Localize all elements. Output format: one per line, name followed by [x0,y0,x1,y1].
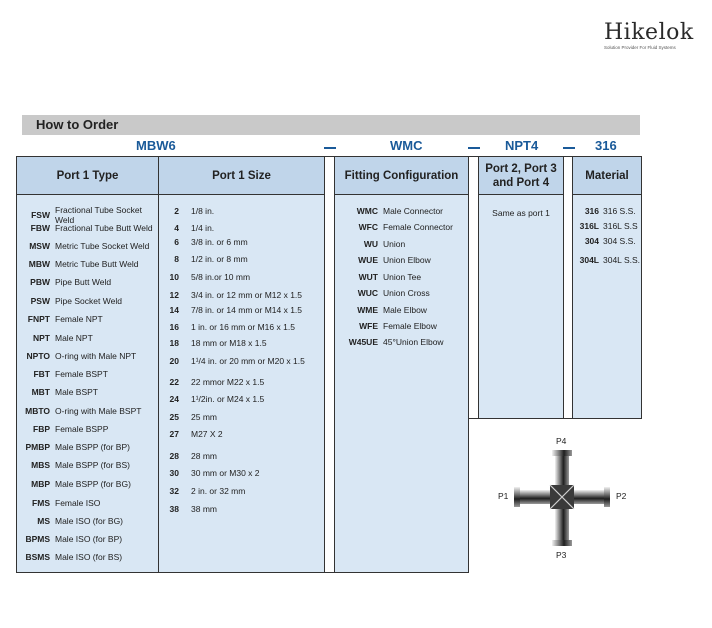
port1-type-code: MS [37,516,50,526]
fitting-config-description [383,207,443,217]
port1-type-description [55,242,149,252]
port1-type-code: MBP [31,479,50,489]
material-description [603,256,640,266]
port1-size-description [191,430,223,440]
port1-type-description [55,480,131,490]
material-code: 304 [584,236,599,246]
port1-size-code: 22 [169,377,179,387]
fitting-config-code: WUC [357,288,378,298]
port1-type-code: NPT [33,333,50,343]
port1-type-description [55,260,138,270]
port1-type-description [55,352,136,362]
fitting-config-description-line: Union Elbow [383,255,431,265]
port-label-p4: P4 [556,436,567,446]
port1-type-code: FMS [32,498,50,508]
material-description-line: 304 S.S. [603,236,636,246]
port1-type-column [16,156,159,573]
fitting-config-header: Fitting Configuration [335,157,468,195]
port234-header-line2: and Port 4 [492,176,550,189]
port1-size-code: 14 [169,305,179,315]
port1-type-description [55,334,93,344]
port1-type-description [55,224,153,234]
port1-type-code: FBW [30,223,50,233]
port1-size-description [191,255,248,265]
material-description [603,207,636,217]
fitting-config-code: WFE [359,321,378,331]
port1-type-code: BSMS [25,552,50,562]
port1-size-code: 25 [169,412,179,422]
port1-size-description-line: 1¹/4 in. or 20 mm or M20 x 1.5 [191,356,305,366]
port1-type-code: MBTO [25,406,50,416]
fitting-config-description [383,289,430,299]
fitting-config-description [383,256,431,266]
port1-type-code: MBW [28,259,50,269]
port1-size-description [191,395,264,405]
port1-size-description [191,306,302,316]
port1-size-description-line: 7/8 in. or 14 mm or M14 x 1.5 [191,305,303,315]
port1-size-description [191,291,302,301]
material-code: 304L [579,255,599,265]
material-code: 316 [584,206,599,216]
order-code-part3: NPT4 [505,138,539,153]
port1-size-code: 30 [169,468,179,478]
port1-size-description-line: 3/8 in. or 6 mm [191,237,248,247]
fitting-config-column [334,156,469,573]
port1-type-description [55,315,103,325]
port1-size-description [191,273,250,283]
logo-tagline: Solution Provider For Fluid Systems [604,45,676,50]
union-cross-diagram [492,432,642,567]
port-label-p2: P2 [616,491,627,501]
port1-size-description-line: 5/8 in.or 10 mm [191,272,251,282]
port1-type-description [55,535,122,545]
port1-type-code: FBT [33,369,50,379]
fitting-config-description [383,338,444,348]
fitting-config-code: WUE [358,255,378,265]
port1-size-header: Port 1 Size [159,157,324,195]
port1-type-code: FNPT [27,314,50,324]
port1-type-description-line: Fractional Tube Socket [55,205,142,215]
port1-type-header: Port 1 Type [17,157,158,195]
port1-size-code: 38 [169,504,179,514]
port1-type-description-line: Pipe Socket Weld [55,296,122,306]
port1-type-description-line: Fractional Tube Butt Weld [55,223,153,233]
material-description [603,237,636,247]
port234-header [479,157,563,195]
fitting-config-description-line: Female Elbow [383,321,437,331]
fitting-config-code: WUT [358,272,378,282]
port234-header-line1: Port 2, Port 3 [485,162,557,175]
fitting-config-description-line: Female Connector [383,222,453,232]
port1-type-code: MBS [31,460,50,470]
port1-size-description-line: 30 mm or M30 x 2 [191,468,260,478]
material-description-line: 316L S.S [603,221,638,231]
port1-size-code: 20 [169,356,179,366]
port1-type-description-line: Male ISO (for BP) [55,534,123,544]
port1-size-description [191,378,264,388]
port1-type-description-line: Male BSPP (for BS) [55,460,130,470]
order-code-dash-2 [468,147,480,149]
port1-size-column [158,156,325,573]
port1-type-description-line: O-ring with Male NPT [55,351,137,361]
port-label-p3: P3 [556,550,567,560]
port1-size-code: 12 [169,290,179,300]
fitting-config-description [383,273,421,283]
port1-type-code: FSW [31,210,50,220]
port1-type-description [55,297,122,307]
fitting-config-code: WU [363,239,378,249]
material-description [603,222,638,232]
port1-size-description-line: 38 mm [191,504,217,514]
port1-type-description-line: Metric Tube Socket Weld [55,241,150,251]
port1-size-description-line: 1/4 in. [191,223,215,233]
port1-type-description-line: Male ISO (for BG) [55,516,124,526]
port1-size-description-line: 2 in. or 32 mm [191,486,246,496]
port1-type-description-line: Weld [55,214,75,225]
port1-size-description [191,452,217,462]
port1-size-description [191,207,214,217]
order-code-dash-1 [324,147,336,149]
port1-size-code: 24 [169,394,179,404]
port1-size-description-line: 1/2 in. or 8 mm [191,254,248,264]
port1-type-code: MBT [31,387,50,397]
port1-type-description-line: O-ring with Male BSPT [55,406,142,416]
fitting-config-description [383,240,405,250]
port1-size-description [191,413,217,423]
port1-size-description-line: M27 X 2 [191,429,223,439]
port1-type-description [55,370,108,380]
port1-size-description-line: 1 in. or 16 mm or M16 x 1.5 [191,322,295,332]
port1-type-description-line: Female BSPP [55,424,109,434]
port1-type-description-line: Male NPT [55,333,93,343]
port1-type-description [55,407,141,417]
order-code-part1: MBW6 [136,138,176,153]
port1-type-description [55,553,122,563]
hikelok-logo [604,22,694,50]
port1-size-description [191,224,214,234]
port234-note: Same as port 1 [492,208,550,218]
port1-type-description-line: Male ISO (for BS) [55,552,123,562]
port1-type-description [55,517,123,527]
fitting-config-code: WME [357,305,378,315]
port1-size-code: 8 [174,254,179,264]
fitting-config-description [383,306,427,316]
port1-type-code: MSW [29,241,50,251]
port1-type-code: NPTO [26,351,50,361]
fitting-config-code: WFC [358,222,378,232]
port1-type-description-line: Pipe Butt Weld [55,277,112,287]
fitting-config-code: WMC [356,206,378,216]
fitting-config-description [383,223,453,233]
port1-size-description [191,339,267,349]
fitting-config-code: W45UE [348,337,378,347]
port1-type-code: PBW [30,277,50,287]
port1-type-description [55,388,98,398]
port234-column [478,156,564,419]
port1-type-description-line: Female NPT [55,314,103,324]
port1-size-description-line: 1¹/2in. or M24 x 1.5 [191,394,265,404]
port1-size-description [191,505,217,515]
order-code-dash-3 [563,147,575,149]
port1-type-description-line: Male BSPT [55,387,98,397]
port1-size-code: 32 [169,486,179,496]
port1-size-code: 10 [169,272,179,282]
port1-type-description [55,461,130,471]
port1-size-description [191,487,245,497]
port-label-p1: P1 [498,491,509,501]
port1-size-description-line: 3/4 in. or 12 mm or M12 x 1.5 [191,290,303,300]
port1-size-code: 16 [169,322,179,332]
port1-size-description [191,469,260,479]
material-column [572,156,642,419]
port1-type-code: PMBP [25,442,50,452]
port1-size-description-line: 25 mm [191,412,217,422]
material-description-line: 304L S.S. [603,255,641,265]
port1-type-description-line: Male BSPP (for BG) [55,479,131,489]
port1-type-code: BPMS [25,534,50,544]
port1-size-description [191,357,305,367]
port1-type-code: PSW [30,296,50,306]
fitting-config-description-line: Male Elbow [383,305,427,315]
order-code-part4: 316 [595,138,617,153]
how-to-order-bar [22,115,640,135]
port1-size-description-line: 18 mm or M18 x 1.5 [191,338,267,348]
fitting-config-description-line: Male Connector [383,206,444,216]
material-code: 316L [579,221,599,231]
port1-type-description-line: Metric Tube Butt Weld [55,259,139,269]
order-code-part2: WMC [390,138,423,153]
logo-text: Hikelok [604,20,694,45]
fitting-config-description-line: Union Tee [383,272,422,282]
port1-type-code: FBP [33,424,50,434]
port1-size-description-line: 22 mmor M22 x 1.5 [191,377,265,387]
fitting-config-description [383,322,437,332]
port1-size-description-line: 28 mm [191,451,217,461]
fitting-config-description-line: Union [383,239,406,249]
port1-size-code: 6 [174,237,179,247]
port1-type-description [55,425,108,435]
port1-type-description-line: Female ISO [55,498,101,508]
port1-size-code: 2 [174,206,179,216]
port1-type-description [55,499,100,509]
port1-size-code: 18 [169,338,179,348]
material-header: Material [573,157,641,195]
port1-type-description-line: Male BSPP (for BP) [55,442,130,452]
fitting-config-description-line: 45°Union Elbow [383,337,444,347]
port1-size-description-line: 1/8 in. [191,206,215,216]
section-title: How to Order [36,117,119,132]
port1-type-description [55,443,130,453]
port1-size-code: 28 [169,451,179,461]
material-description-line: 316 S.S. [603,206,636,216]
port1-size-code: 27 [169,429,179,439]
port1-size-description [191,238,248,248]
port1-size-code: 4 [174,223,179,233]
port1-size-description [191,323,295,333]
port1-type-description [55,278,111,288]
port1-type-description-line: Female BSPT [55,369,108,379]
fitting-config-description-line: Union Cross [383,288,430,298]
